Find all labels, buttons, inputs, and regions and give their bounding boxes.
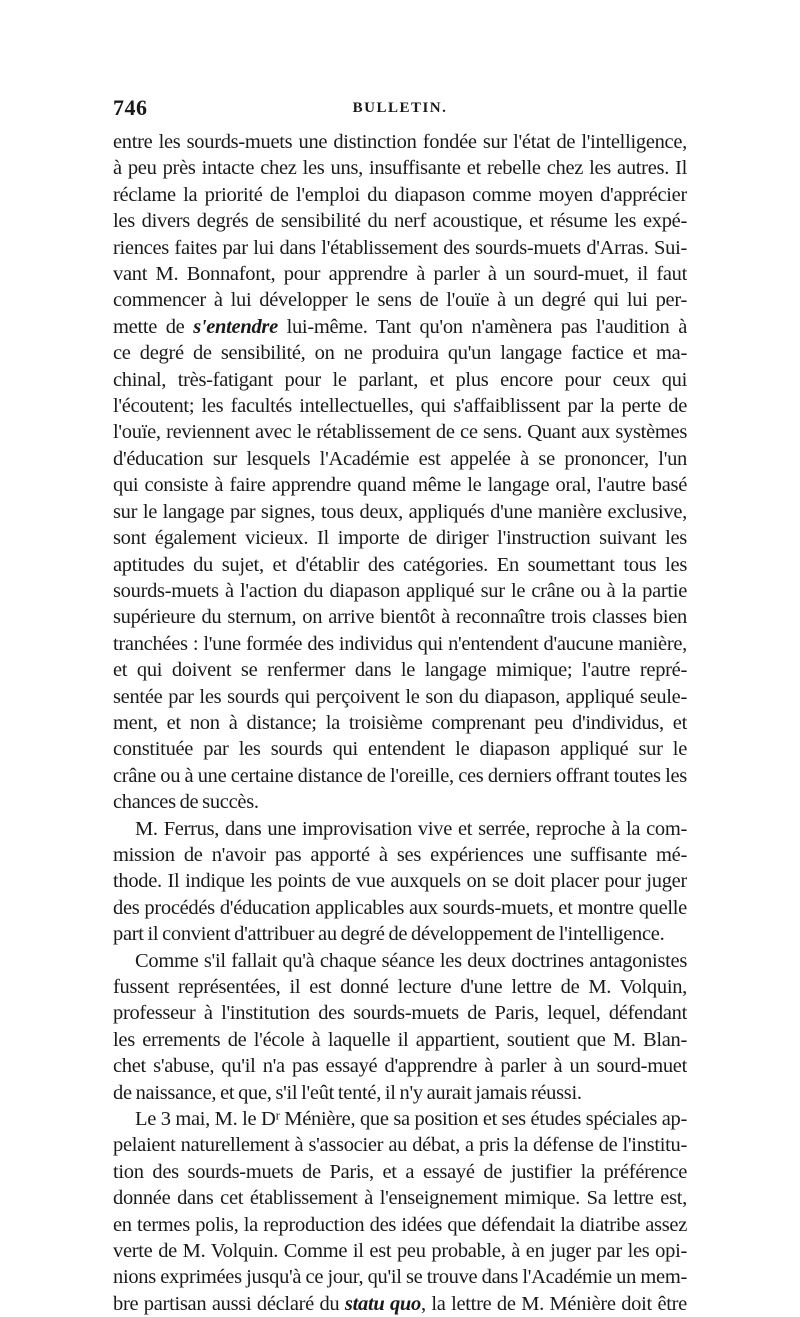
text-line: réclame la priorité de l'emploi du diapason comme moyen d'apprécier <box>113 183 687 206</box>
text-line: mission de n'avoir pas apporté à ses expériences une suffisante mé- <box>113 843 687 866</box>
text-line: des procédés d'éducation applicables aux sourds-muets, et montre quelle <box>113 896 687 919</box>
text-line: à peu près intacte chez les uns, insuffisante et rebelle chez les autres. Il <box>113 157 687 180</box>
text-line: crâne ou à une certaine distance de l'oreille, ces derniers offrant toutes les <box>113 764 687 787</box>
page-header <box>113 95 687 125</box>
italic-phrase: statu quo <box>344 1292 421 1315</box>
text-line: sentée par les sourds qui perçoivent le son du diapason, appliqué seule- <box>113 685 687 708</box>
text-line: mette de s'entendre lui-même. Tant qu'on n'amènera pas l'audition à <box>113 315 687 338</box>
body-text <box>113 129 687 1317</box>
text-line: donnée dans cet établissement à l'enseignement mimique. Sa lettre est, <box>113 1187 687 1210</box>
text-line: de naissance, et que, s'il l'eût tenté, il n'y aurait jamais réussi. <box>113 1081 582 1104</box>
text-line: et qui doivent se renfermer dans le langage mimique; l'autre repré- <box>113 659 687 682</box>
text-line: les divers degrés de sensibilité du nerf acoustique, et résume les expé- <box>113 210 687 233</box>
text-line: aptitudes du sujet, et d'établir des catégories. En soumettant tous les <box>113 553 687 576</box>
text-line: constituée par les sourds qui entendent le diapason appliqué sur le <box>113 738 687 761</box>
text-line: pelaient naturellement à s'associer au débat, a pris la défense de l'institu- <box>113 1134 687 1157</box>
text-line: tranchées : l'une formée des individus qui n'entendent d'aucune manière, <box>113 632 687 655</box>
text-line: l'écoutent; les facultés intellectuelles, qui s'affaiblissent par la perte de <box>113 395 687 418</box>
text-line: qui consiste à faire apprendre quand même le langage oral, l'autre basé <box>113 474 687 497</box>
text-line: chances de succès. <box>113 791 259 814</box>
text-line: M. Ferrus, dans une improvisation vive et serrée, reproche à la com- <box>135 817 687 840</box>
running-head: BULLETIN. <box>352 100 448 116</box>
text-line: les errements de l'école à laquelle il appartient, soutient que M. Blan- <box>113 1028 687 1051</box>
text-line: verte de M. Volquin. Comme il est peu probable, à en juger par les opi- <box>113 1240 687 1263</box>
text-line: commencer à lui développer le sens de l'ouïe à un degré qui lui per- <box>113 289 687 312</box>
text-line: entre les sourds-muets une distinction fondée sur l'état de l'intelligence, <box>113 131 687 153</box>
text-line: sont également vicieux. Il importe de diriger l'instruction suivant les <box>113 527 687 550</box>
text-line: chinal, très-fatigant pour le parlant, et plus encore pour ceux qui <box>113 368 687 391</box>
text-line: en termes polis, la reproduction des idées que défendait la diatribe assez <box>113 1213 687 1236</box>
text-line: l'ouïe, reviennent avec le rétablissement de ce sens. Quant aux systèmes <box>113 421 687 444</box>
text-line: nions exprimées jusqu'à ce jour, qu'il se trouve dans l'Académie un mem- <box>113 1266 687 1289</box>
text-line: riences faites par lui dans l'établissement des sourds-muets d'Arras. Sui- <box>113 236 687 259</box>
page-number: 746 <box>113 95 148 120</box>
text-line: ce degré de sensibilité, on ne produira qu'un langage factice et ma- <box>113 342 687 365</box>
text-line: vant M. Bonnafont, pour apprendre à parler à un sourd-muet, il faut <box>113 263 687 286</box>
text-line: professeur à l'institution des sourds-muets de Paris, lequel, défendant <box>113 1002 687 1025</box>
text-line: chet s'abuse, qu'il n'a pas essayé d'apprendre à parler à un sourd-muet <box>113 1055 687 1078</box>
text-line: Comme s'il fallait qu'à chaque séance les deux doctrines antagonistes <box>135 949 687 972</box>
text-line: sur le langage par signes, tous deux, appliqués d'une manière exclusive, <box>113 500 687 523</box>
text-line: d'éducation sur lesquels l'Académie est appelée à se prononcer, l'un <box>113 447 687 470</box>
italic-phrase: s'entendre <box>193 315 278 338</box>
text-line: tion des sourds-muets de Paris, et a essayé de justifier la préférence <box>113 1160 687 1183</box>
text-line: thode. Il indique les points de vue auxquels on se doit placer pour juger <box>113 870 687 893</box>
text-line: part il convient d'attribuer au degré de développement de l'intelligence. <box>113 923 665 946</box>
text-line: sourds-muets à l'action du diapason appliqué sur le crâne ou à la partie <box>113 579 687 602</box>
text-line: ment, et non à distance; la troisième comprenant peu d'individus, et <box>113 711 687 734</box>
text-line: Le 3 mai, M. le Dʳ Ménière, que sa position et ses études spéciales ap- <box>135 1108 687 1131</box>
text-line: supérieure du sternum, on arrive bientôt à reconnaître trois classes bien <box>113 606 687 629</box>
text-line: bre partisan aussi déclaré du statu quo, la lettre de M. Ménière doit être <box>113 1292 687 1315</box>
text-line: fussent représentées, il est donné lecture d'une lettre de M. Volquin, <box>113 976 687 998</box>
